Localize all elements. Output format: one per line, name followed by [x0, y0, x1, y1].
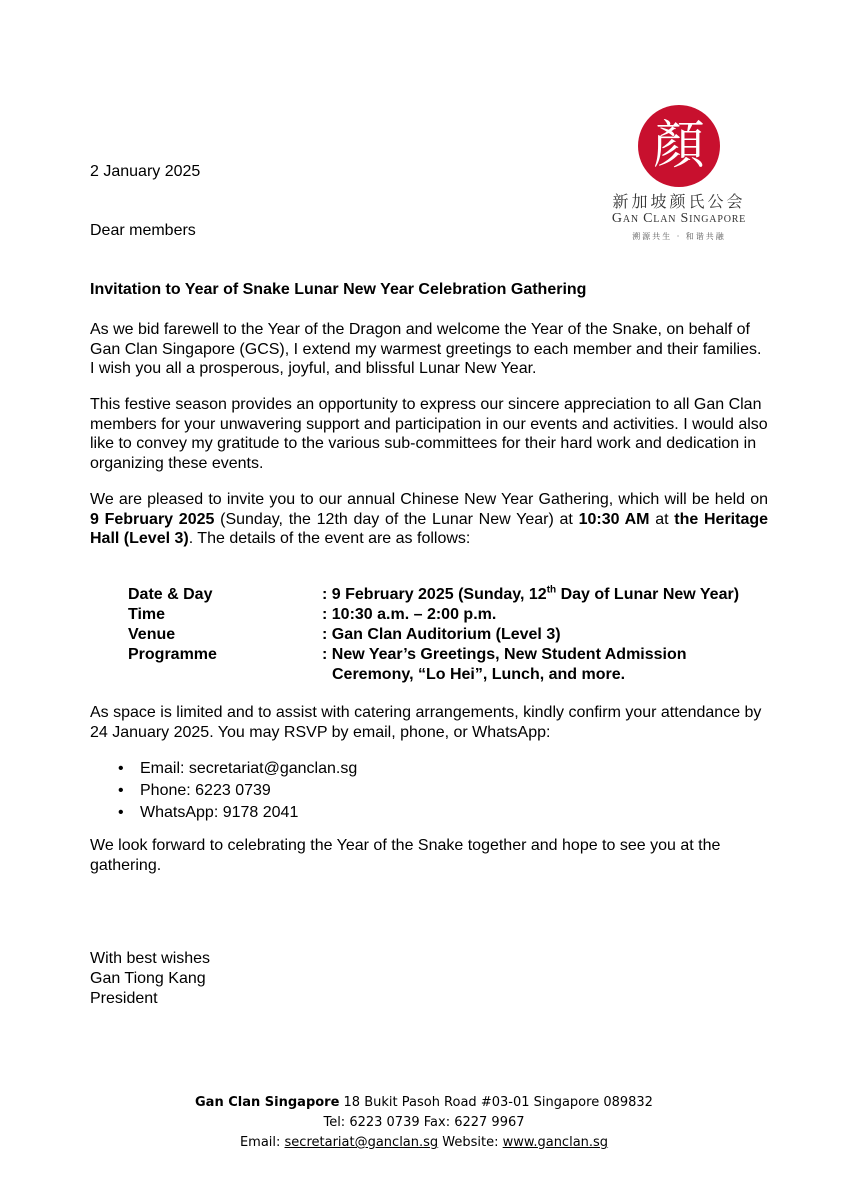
signature-block — [90, 949, 210, 1009]
event-details — [128, 585, 782, 685]
letter-footer — [0, 1093, 848, 1153]
invitation-text-4: . The details of the event are as follows: — [188, 530, 471, 547]
list-item: • WhatsApp: 9178 2041 — [118, 802, 357, 824]
paragraph-closing: We look forward to celebrating the Year of the Snake together and hope to see you at the gathering. — [90, 837, 721, 874]
detail-row-time — [128, 605, 782, 625]
footer-email-link[interactable]: secretariat@ganclan.sg — [284, 1135, 439, 1150]
paragraph-appreciation: This festive season provides an opportunity to express our sincere appreciation to all Gan Clan members for your unwavering support and participation in our events and activities. I would also like to convey my gratitude to the various sub-committees for their hard work and dedication in organizing these events. — [90, 396, 768, 472]
contact-list — [118, 758, 357, 824]
letter-date: 2 January 2025 — [90, 163, 201, 180]
organization-logo — [596, 103, 766, 243]
detail-value: : Gan Clan Auditorium (Level 3) — [322, 626, 561, 643]
detail-row-programme — [128, 645, 782, 685]
bullet-icon: • — [118, 782, 124, 799]
signatory-title: President — [90, 990, 158, 1007]
event-venue: the Heritage Hall (Level 3) — [90, 510, 769, 547]
event-time: 10:30 AM — [578, 510, 650, 528]
detail-value: : New Year’s Greetings, New Student Admission Ceremony, “Lo Hei”, Lunch, and more. — [322, 646, 687, 683]
event-date: 9 February 2025 — [90, 510, 215, 528]
detail-value: : 9 February 2025 (Sunday, 12th Day of Lunar New Year) — [322, 584, 740, 603]
detail-row-venue — [128, 625, 782, 645]
invitation-text-2: (Sunday, the 12th day of the Lunar New Year) at — [214, 510, 579, 528]
closing-line: With best wishes — [90, 950, 211, 967]
detail-label: Programme — [128, 646, 217, 663]
list-item: • Phone: 6223 0739 — [118, 780, 357, 802]
footer-contact-line: Email: secretariat@ganclan.sg Website: www.ganclan.sg — [239, 1135, 609, 1150]
footer-website-link[interactable]: www.ganclan.sg — [502, 1135, 609, 1150]
footer-phone-line: Tel: 6223 0739 Fax: 6227 9967 — [323, 1115, 525, 1130]
logo-motto: 溯源共生 · 和谐共融 — [632, 232, 726, 241]
paragraph-greeting: As we bid farewell to the Year of the Dragon and welcome the Year of the Snake, on behalf of Gan Clan Singapore (GCS), I extend my warmest greetings to each member and their families. I wish you all a prosperous, joyful, and blissful Lunar New Year. — [90, 321, 762, 377]
paragraph-invitation — [90, 490, 768, 549]
logo-chinese-name: 新加坡颜氏公会 — [612, 192, 746, 211]
letter-subject: Invitation to Year of Snake Lunar New Year Celebration Gathering — [90, 281, 587, 298]
list-item: • Email: secretariat@ganclan.sg — [118, 758, 357, 780]
footer-address-line: Gan Clan Singapore 18 Bukit Pasoh Road #03-01 Singapore 089832 — [195, 1095, 653, 1110]
detail-label: Date & Day — [128, 586, 213, 603]
bullet-icon: • — [118, 804, 124, 821]
invitation-text-1: We are pleased to invite you to our annual Chinese New Year Gathering, which will be held on — [90, 491, 768, 508]
footer-org-name: Gan Clan Singapore — [195, 1095, 340, 1110]
detail-label: Time — [128, 606, 166, 623]
detail-row-date — [128, 585, 782, 605]
seal-icon: 顏 — [638, 105, 720, 187]
detail-label: Venue — [128, 626, 176, 643]
salutation: Dear members — [90, 222, 196, 239]
bullet-icon: • — [118, 760, 124, 777]
paragraph-rsvp: As space is limited and to assist with catering arrangements, kindly confirm your attendance by 24 January 2025. You may RSVP by email, phone, or WhatsApp: — [90, 704, 762, 741]
invitation-text-3: at — [649, 510, 675, 528]
logo-english-name: Gan Clan Singapore — [611, 211, 747, 226]
signatory-name: Gan Tiong Kang — [90, 970, 206, 987]
detail-value: : 10:30 a.m. – 2:00 p.m. — [322, 606, 497, 623]
